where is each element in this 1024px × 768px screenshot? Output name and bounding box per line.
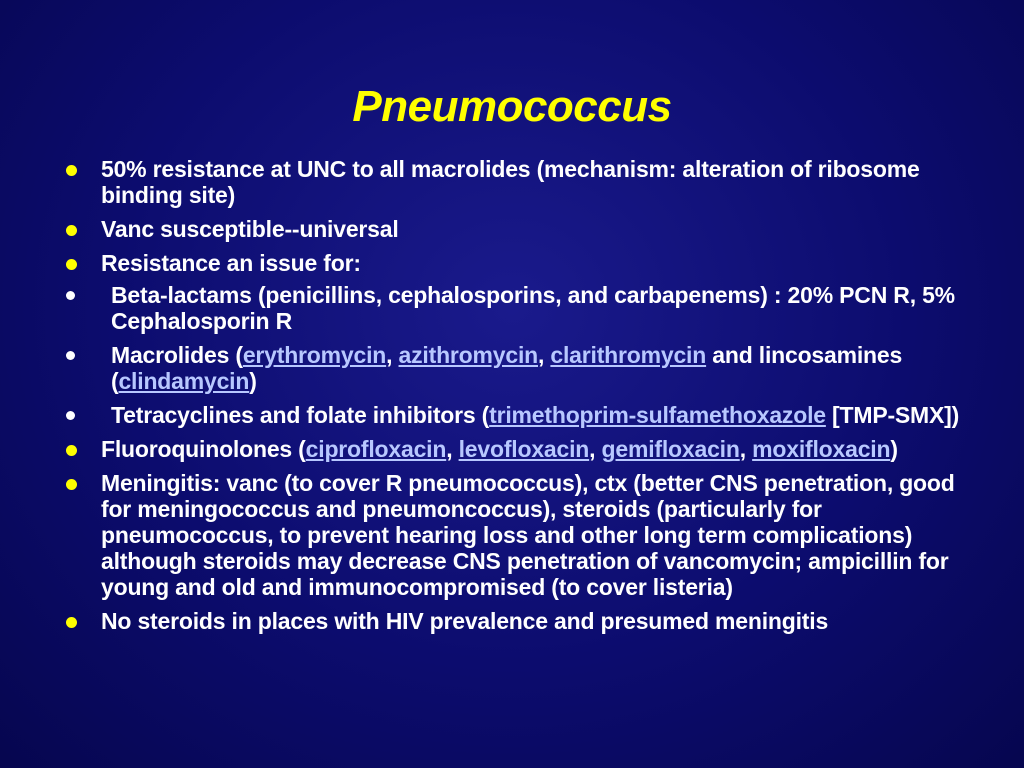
slide-title: Pneumococcus: [352, 82, 672, 131]
square-bullet-icon: [66, 411, 75, 420]
bullet-text: Meningitis: vanc (to cover R pneumococcus), ctx (better CNS penetration, good for meningococcus and pneumoncoccus), steroids (particularly for pneumococcus, to prevent hearing loss and other long term complications) although steroids may decrease CNS penetration of vancomycin; ampicillin for young and old and immunocompromised (to cover listeria): [101, 470, 955, 600]
bullet-item: [66, 470, 976, 600]
sub-bullet-text: Macrolides (erythromycin, azithromycin, clarithromycin and lincosamines (clindamycin): [111, 342, 903, 394]
bullet-item: [66, 216, 976, 242]
link-levofloxacin[interactable]: levofloxacin: [458, 436, 590, 462]
link-clarithromycin[interactable]: clarithromycin: [550, 342, 707, 368]
link-gemifloxacin[interactable]: gemifloxacin: [601, 436, 740, 462]
round-bullet-icon: [66, 479, 77, 490]
link-clindamycin[interactable]: clindamycin: [118, 368, 250, 394]
round-bullet-icon: [66, 445, 77, 456]
link-erythromycin[interactable]: erythromycin: [242, 342, 387, 368]
bullet-item: [66, 250, 976, 428]
bullet-text: 50% resistance at UNC to all macrolides (mechanism: alteration of ribosome binding site): [101, 156, 920, 208]
sub-bullet-item: [66, 342, 976, 394]
square-bullet-icon: [66, 351, 75, 360]
sub-bullet-item: [66, 402, 976, 428]
bullet-text: No steroids in places with HIV prevalence and presumed meningitis: [101, 608, 829, 634]
square-bullet-icon: [66, 291, 75, 300]
round-bullet-icon: [66, 259, 77, 270]
sub-bullet-text: Beta-lactams (penicillins, cephalosporins, and carbapenems) : 20% PCN R, 5% Cephalosporin R: [111, 282, 955, 334]
bullet-text: Vanc susceptible--universal: [101, 216, 399, 242]
bullet-text: Fluoroquinolones (ciprofloxacin, levofloxacin, gemifloxacin, moxifloxacin): [101, 436, 898, 462]
bullet-item: [66, 156, 976, 208]
link-moxifloxacin[interactable]: moxifloxacin: [752, 436, 891, 462]
round-bullet-icon: [66, 165, 77, 176]
bullet-item: [66, 608, 976, 634]
bullet-item: [66, 436, 976, 462]
link-ciprofloxacin[interactable]: ciprofloxacin: [305, 436, 447, 462]
round-bullet-icon: [66, 617, 77, 628]
sub-bullet-list: [101, 282, 976, 428]
sub-bullet-text: Tetracyclines and folate inhibitors (trimethoprim-sulfamethoxazole [TMP-SMX]): [111, 402, 960, 428]
link-azithromycin[interactable]: azithromycin: [398, 342, 538, 368]
round-bullet-icon: [66, 225, 77, 236]
bullet-text: Resistance an issue for:: [101, 250, 361, 276]
bullet-list: [66, 156, 976, 642]
sub-bullet-item: [66, 282, 976, 334]
link-trimethoprim-sulfamethoxazole[interactable]: trimethoprim-sulfamethoxazole: [489, 402, 826, 428]
